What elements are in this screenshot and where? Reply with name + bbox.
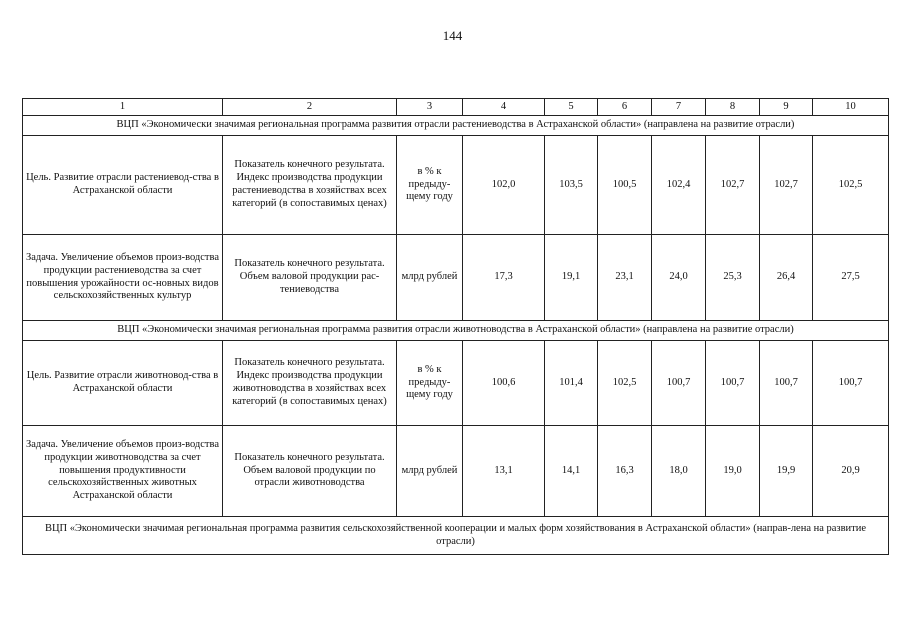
value-cell: 26,4 [760, 235, 813, 321]
task-cell: Задача. Увеличение объемов произ-водства продукции растениеводства за счет повышения урожайности ос-новных видов сельскохозяйственных культур [23, 235, 223, 321]
value-cell: 27,5 [813, 235, 889, 321]
section-title: ВЦП «Экономически значимая региональная программа развития отрасли растениеводства в Астраханской области» (направлена на развитие отрасли) [23, 116, 889, 136]
section-title: ВЦП «Экономически значимая региональная программа развития отрасли животноводства в Астраханской области» (направлена на развитие отрасли) [23, 321, 889, 341]
value-cell: 102,7 [706, 136, 760, 235]
value-cell: 100,7 [652, 341, 706, 426]
value-cell: 102,7 [760, 136, 813, 235]
header-row [23, 99, 889, 116]
task-cell: Задача. Увеличение объемов произ-водства продукции животноводства за счет повышения продуктивности сельскохозяйственных животных Астраханской области [23, 426, 223, 517]
value-cell: 25,3 [706, 235, 760, 321]
column-header: 7 [652, 99, 706, 116]
table-row [23, 235, 889, 321]
value-cell: 19,9 [760, 426, 813, 517]
value-cell: 19,1 [545, 235, 598, 321]
value-cell: 18,0 [652, 426, 706, 517]
column-header: 9 [760, 99, 813, 116]
value-cell: 102,5 [813, 136, 889, 235]
value-cell: 20,9 [813, 426, 889, 517]
value-cell: 100,5 [598, 136, 652, 235]
section-row [23, 517, 889, 555]
indicators-table [22, 98, 889, 555]
section-row [23, 321, 889, 341]
goal-cell: Цель. Развитие отрасли растениевод-ства в Астраханской области [23, 136, 223, 235]
value-cell: 100,7 [760, 341, 813, 426]
value-cell: 102,4 [652, 136, 706, 235]
value-cell: 100,6 [463, 341, 545, 426]
column-header: 6 [598, 99, 652, 116]
indicator-cell: Показатель конечного результата. Объем валовой продукции по отрасли животноводства [223, 426, 397, 517]
unit-cell: млрд рублей [397, 235, 463, 321]
page-number: 144 [442, 28, 463, 43]
value-cell: 100,7 [706, 341, 760, 426]
value-cell: 102,5 [598, 341, 652, 426]
value-cell: 23,1 [598, 235, 652, 321]
value-cell: 101,4 [545, 341, 598, 426]
unit-cell: млрд рублей [397, 426, 463, 517]
table-row [23, 136, 889, 235]
value-cell: 14,1 [545, 426, 598, 517]
column-header: 10 [813, 99, 889, 116]
indicator-cell: Показатель конечного результата. Объем валовой продукции рас-тениеводства [223, 235, 397, 321]
unit-cell: в % к предыду-щему году [397, 341, 463, 426]
unit-cell: в % к предыду-щему году [397, 136, 463, 235]
value-cell: 13,1 [463, 426, 545, 517]
column-header: 2 [223, 99, 397, 116]
column-header: 3 [397, 99, 463, 116]
value-cell: 16,3 [598, 426, 652, 517]
value-cell: 100,7 [813, 341, 889, 426]
column-header: 5 [545, 99, 598, 116]
column-header: 8 [706, 99, 760, 116]
section-title: ВЦП «Экономически значимая региональная программа развития сельскохозяйственной кооперации и малых форм хозяйствования в Астраханской области» (направ-лена на развитие отрасли) [23, 517, 889, 555]
value-cell: 17,3 [463, 235, 545, 321]
table-row [23, 426, 889, 517]
indicator-cell: Показатель конечного результата. Индекс производства продукции растениеводства в хозяйствах всех категорий (в сопоставимых ценах) [223, 136, 397, 235]
value-cell: 102,0 [463, 136, 545, 235]
indicator-cell: Показатель конечного результата. Индекс производства продукции животноводства в хозяйствах всех категорий (в сопоставимых ценах) [223, 341, 397, 426]
column-header: 1 [23, 99, 223, 116]
value-cell: 24,0 [652, 235, 706, 321]
section-row [23, 116, 889, 136]
value-cell: 103,5 [545, 136, 598, 235]
table-row [23, 341, 889, 426]
value-cell: 19,0 [706, 426, 760, 517]
column-header: 4 [463, 99, 545, 116]
goal-cell: Цель. Развитие отрасли животновод-ства в Астраханской области [23, 341, 223, 426]
